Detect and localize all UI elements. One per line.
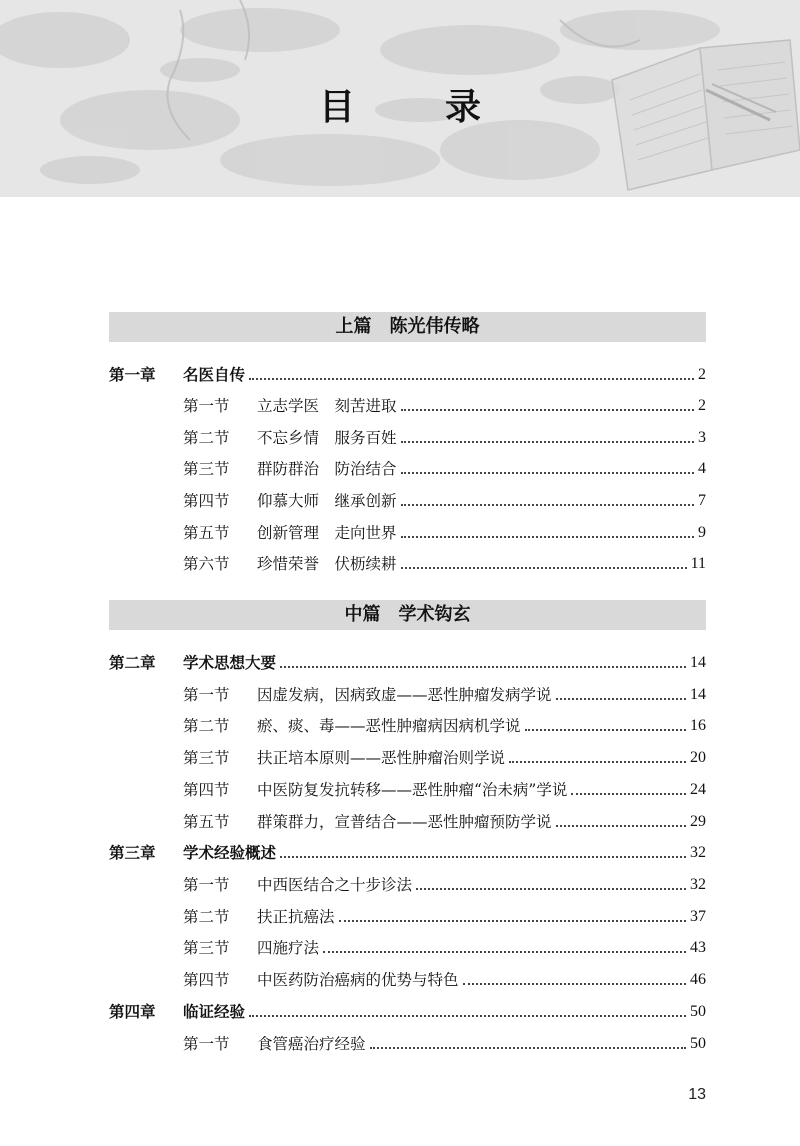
toc-section[interactable] [183,682,706,706]
section-number: 第三节 [183,460,230,478]
chapter-number: 第三章 [109,844,156,862]
toc-section[interactable] [183,967,706,991]
section-number: 第四节 [183,971,230,989]
section-title: 中西医结合之十步诊法 [257,876,413,894]
part-heading-2 [109,600,706,630]
dot-leader [571,793,686,795]
part-name: 学术钩玄 [398,604,471,625]
dot-leader [556,825,686,827]
page-ref: 2 [698,366,706,383]
dot-leader [401,441,694,443]
toc-section[interactable] [183,809,706,833]
section-title: 扶正培本原则——恶性肿瘤治则学说 [257,749,506,767]
section-number: 第四节 [183,492,230,510]
toc-section[interactable] [183,488,706,512]
dot-leader [280,666,686,668]
dot-leader [249,1015,686,1017]
page-number: 13 [688,1086,706,1103]
section-number: 第二节 [183,717,230,735]
section-title: 食管癌治疗经验 [257,1035,366,1053]
toc-chapter-4[interactable] [109,999,706,1023]
part-label: 上篇 [335,316,372,337]
dot-leader [509,761,686,763]
dot-leader [463,983,686,985]
dot-leader [249,378,694,380]
section-number: 第四节 [183,781,230,799]
page-ref: 4 [698,460,706,477]
toc-section[interactable] [183,520,706,544]
section-title: 瘀、痰、毒——恶性肿瘤病因病机学说 [257,717,521,735]
page-ref: 29 [690,813,706,830]
page-ref: 50 [690,1003,706,1020]
section-number: 第一节 [183,397,230,415]
page-ref: 14 [690,654,706,671]
page-ref: 9 [698,524,706,541]
page-ref: 14 [690,686,706,703]
section-title: 因虚发病，因病致虚——恶性肿瘤发病学说 [257,686,552,704]
section-title: 珍惜荣誉 伏枥续耕 [257,555,397,573]
chapter-title: 学术经验概述 [183,844,277,862]
chapter-title: 名医自传 [183,366,246,384]
toc-section[interactable] [183,1031,706,1055]
toc-section[interactable] [183,935,706,959]
section-number: 第二节 [183,429,230,447]
section-number: 第五节 [183,813,230,831]
page-ref: 43 [690,939,706,956]
toc-section[interactable] [183,551,706,575]
section-title: 仰慕大师 继承创新 [257,492,397,510]
dot-leader [556,698,686,700]
dot-leader [416,888,686,890]
toc-section[interactable] [183,456,706,480]
section-title: 立志学医 刻苦进取 [257,397,397,415]
page-ref: 11 [690,555,706,572]
section-number: 第六节 [183,555,230,573]
chapter-title: 临证经验 [183,1003,246,1021]
section-title: 中医药防治癌病的优势与特色 [257,971,459,989]
section-number: 第五节 [183,524,230,542]
toc-chapter-2[interactable] [109,650,706,674]
dot-leader [401,472,694,474]
toc-chapter-1[interactable] [109,362,706,386]
section-title: 群策群力，宣普结合——恶性肿瘤预防学说 [257,813,552,831]
toc-section[interactable] [183,777,706,801]
chapter-number: 第二章 [109,654,156,672]
page-ref: 37 [690,908,706,925]
chapter-number: 第一章 [109,366,156,384]
section-number: 第一节 [183,876,230,894]
section-title: 群防群治 防治结合 [257,460,397,478]
page-ref: 20 [690,749,706,766]
dot-leader [280,856,686,858]
dot-leader [323,951,686,953]
page-ref: 46 [690,971,706,988]
section-title: 扶正抗癌法 [257,908,335,926]
section-title: 中医防复发抗转移——恶性肿瘤“治未病”学说 [257,781,568,799]
chapter-number: 第四章 [109,1003,156,1021]
part-heading-1 [109,312,706,342]
title-char-1: 目 [318,87,355,128]
section-number: 第一节 [183,1035,230,1053]
toc-section[interactable] [183,425,706,449]
dot-leader [401,409,694,411]
chapter-title: 学术思想大要 [183,654,277,672]
dot-leader [370,1047,686,1049]
dot-leader [401,504,694,506]
page-ref: 32 [690,844,706,861]
toc-section[interactable] [183,872,706,896]
section-number: 第一节 [183,686,230,704]
section-number: 第三节 [183,749,230,767]
toc-section[interactable] [183,745,706,769]
page-ref: 3 [698,429,706,446]
page-title [0,82,800,134]
title-char-2: 录 [445,87,482,128]
page-ref: 50 [690,1035,706,1052]
toc-chapter-3[interactable] [109,840,706,864]
section-title: 不忘乡情 服务百姓 [257,429,397,447]
dot-leader [525,729,686,731]
dot-leader [401,536,694,538]
section-title: 创新管理 走向世界 [257,524,397,542]
dot-leader [339,920,686,922]
part-name: 陈光伟传略 [389,316,480,337]
section-number: 第二节 [183,908,230,926]
page-ref: 2 [698,397,706,414]
toc-section[interactable] [183,713,706,737]
page-ref: 7 [698,492,706,509]
section-number: 第三节 [183,939,230,957]
toc-section[interactable] [183,393,706,417]
page-ref: 32 [690,876,706,893]
toc-section[interactable] [183,904,706,928]
page-ref: 24 [690,781,706,798]
section-title: 四施疗法 [257,939,320,957]
page-ref: 16 [690,717,706,734]
part-label: 中篇 [344,604,381,625]
dot-leader [401,567,687,569]
